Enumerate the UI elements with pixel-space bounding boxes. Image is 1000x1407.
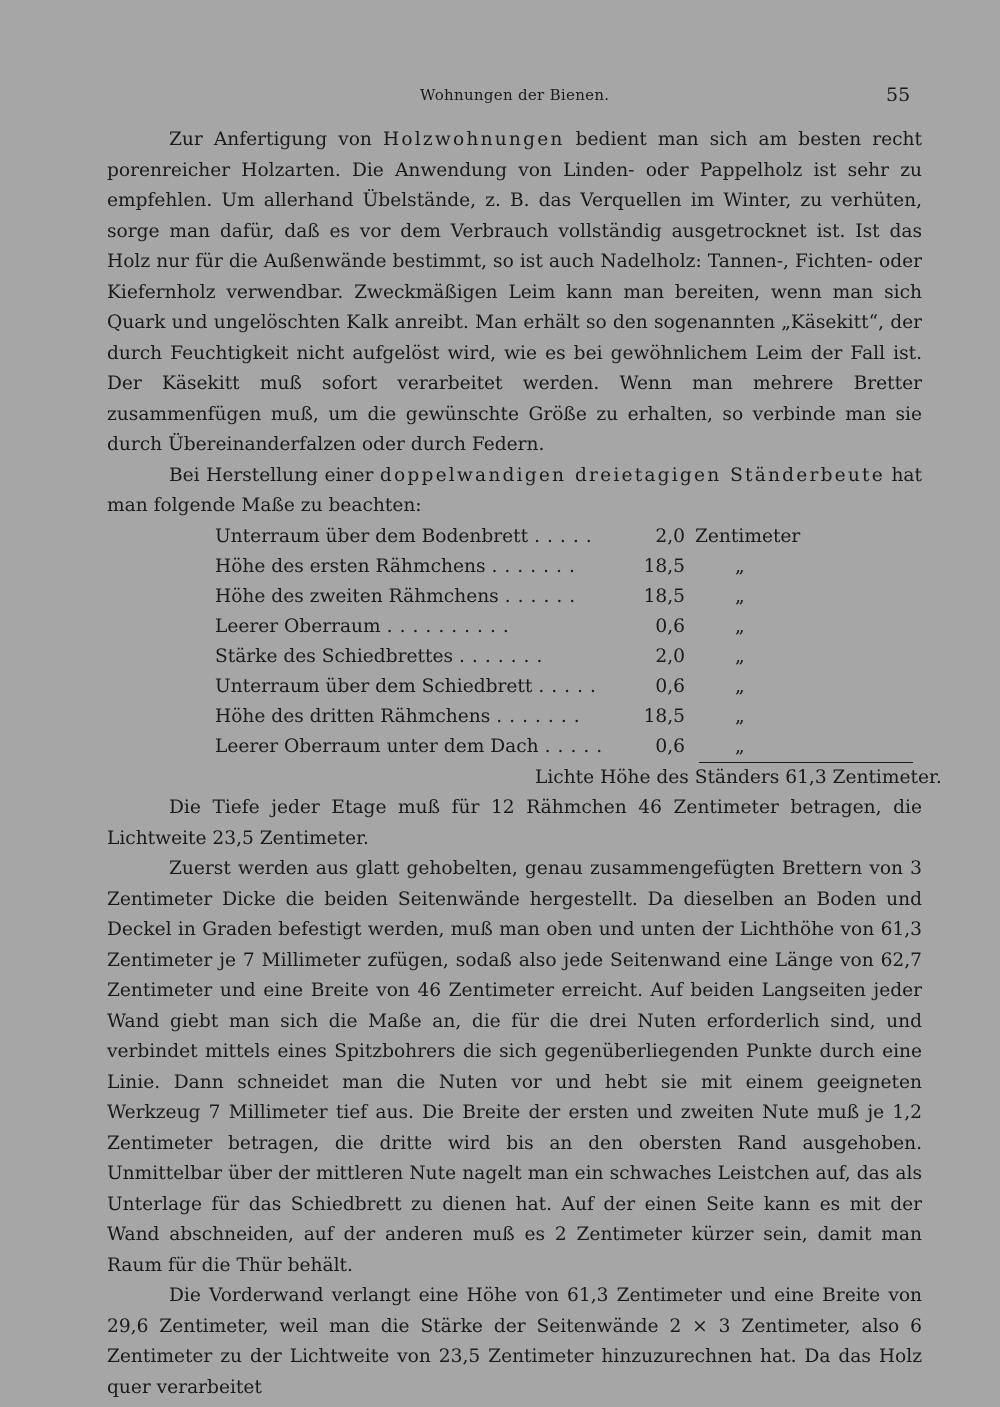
measurement-label: Leerer Oberraum bbox=[215, 615, 381, 637]
measurement-label: Höhe des ersten Rähmchens bbox=[215, 555, 486, 577]
measurement-row bbox=[215, 732, 805, 762]
measurement-row bbox=[215, 582, 805, 612]
measurement-label: Höhe des zweiten Rähmchens bbox=[215, 585, 499, 607]
paragraph-text: bedient man sich am besten recht porenreicher Holzarten. Die Anwendung von Linden- oder Pappelholz ist sehr zu empfehlen. Um allerhand Übelstände, z. B. das Verquellen im Winter, zu verhüten, sorge man dafür, daß es vor dem Verbrauch vollständig ausgetrocknet ist. Ist das Holz nur für die Außenwände bestimmt, so ist auch Nadelholz: Tannen-, Fichten- oder Kiefernholz verwendbar. Zweckmäßigen Leim kann man bereiten, wenn man sich Quark und ungelöschten Kalk anreibt. Man erhält so den sogenannten „Käsekitt“, der durch Feuchtigkeit nicht aufgelöst wird, wie es bei gewöhnlichem Leim der Fall ist. Der Käsekitt muß sofort verarbeitet werden. Wenn man mehrere Bretter zusammenfügen muß, um die gewünschte Größe zu erhalten, so verbinde man sie durch Übereinanderfalzen oder durch Federn. bbox=[107, 129, 922, 455]
measurement-label: Unterraum über dem Schiedbrett bbox=[215, 675, 533, 697]
ditto-mark: „ bbox=[735, 585, 745, 607]
paragraph-text: Bei Herstellung einer bbox=[169, 464, 380, 486]
measurement-row bbox=[215, 702, 805, 732]
measurement-value: 2,0 bbox=[655, 525, 685, 547]
leader-dots: ..... bbox=[534, 525, 599, 547]
leader-dots: ..... bbox=[544, 736, 610, 758]
emphasized-term: doppelwandigen dreietagigen Ständerbeute bbox=[379, 464, 885, 486]
page-number: 55 bbox=[886, 84, 911, 106]
leader-dots: ....... bbox=[491, 555, 582, 577]
paragraph-front-wall: Die Vorderwand verlangt eine Höhe von 61,3 Zentimeter und eine Breite von 29,6 Zentimeter, weil man die Stärke der Seitenwände 2 × 3 Zentimeter, also 6 Zentimeter zu der Lichtweite von 23,5 Zentimeter hinzuzurechnen hat. Da das Holz quer verarbeitet bbox=[107, 1285, 922, 1398]
measurement-row bbox=[215, 642, 805, 672]
leader-dots: .......... bbox=[386, 615, 516, 637]
paragraph-depth: Die Tiefe jeder Etage muß für 12 Rähmchen 46 Zentimeter betragen, die Lichtweite 23,5 Zentimeter. bbox=[107, 797, 922, 849]
measurement-row bbox=[215, 552, 805, 582]
paragraph-wood-hives bbox=[107, 125, 922, 461]
ditto-mark: „ bbox=[735, 706, 745, 728]
measurement-table bbox=[215, 522, 942, 794]
leader-dots: ....... bbox=[496, 706, 587, 728]
measurement-value: 2,0 bbox=[655, 645, 685, 667]
ditto-mark: „ bbox=[735, 615, 745, 637]
ditto-mark: „ bbox=[735, 675, 745, 697]
measurement-value: 0,6 bbox=[655, 675, 685, 697]
measurement-value: 0,6 bbox=[655, 736, 685, 758]
ditto-mark: „ bbox=[735, 555, 745, 577]
measurement-label: Stärke des Schiedbrettes bbox=[215, 645, 453, 667]
ditto-mark: „ bbox=[735, 645, 745, 667]
paragraph-text: hat man folgende Maße zu beachten: bbox=[107, 464, 922, 516]
emphasized-term: Holzwohnungen bbox=[382, 129, 565, 150]
measurement-row bbox=[215, 612, 805, 642]
measurement-label: Unterraum über dem Bodenbrett bbox=[215, 525, 529, 547]
paragraph-side-walls: Zuerst werden aus glatt gehobelten, genau zusammengefügten Brettern von 3 Zentimeter Dicke die beiden Seitenwände hergestellt. Da dieselben an Boden und Deckel in Graden befestigt werden, muß man oben und unten der Lichthöhe von 61,3 Zentimeter je 7 Millimeter zufügen, sodaß also jede Seitenwand eine Länge von 62,7 Zentimeter und eine Breite von 46 Zentimeter erreicht. Auf beiden Langseiten jeder Wand giebt man sich die Maße an, die für die drei Nuten erforderlich sind, und verbindet mittels eines Spitzbohrers die sich gegenüberliegenden Punkte durch eine Linie. Dann schneidet man die Nuten vor und hebt sie mit einem geeigneten Werkzeug 7 Millimeter tief aus. Die Breite der ersten und zweiten Nute muß je 1,2 Zentimeter betragen, die dritte wird bis an den obersten Rand ausgehoben. Unmittelbar über der mittleren Nute nagelt man ein schwaches Leistchen auf, das als Unterlage für das Schiedbrett zu dienen hat. Auf der einen Seite kann es mit der Wand abschneiden, auf der anderen muß es 2 Zentimeter kürzer sein, damit man Raum für die Thür behält. bbox=[107, 858, 922, 1276]
measurement-value: 18,5 bbox=[643, 555, 685, 577]
measurement-row bbox=[215, 522, 805, 552]
measurement-total: Lichte Höhe des Ständers 61,3 Zentimeter. bbox=[535, 767, 942, 789]
body-text bbox=[107, 125, 942, 1403]
ditto-mark: „ bbox=[735, 736, 745, 758]
measurement-value: 18,5 bbox=[643, 585, 685, 607]
paragraph-standing-hive bbox=[107, 461, 922, 522]
measurement-value: 18,5 bbox=[643, 706, 685, 728]
measurement-unit: Zentimeter bbox=[695, 525, 801, 547]
leader-dots: ....... bbox=[459, 645, 550, 667]
measurement-label: Leerer Oberraum unter dem Dach bbox=[215, 736, 539, 758]
page-header bbox=[0, 86, 1000, 110]
running-title: Wohnungen der Bienen. bbox=[420, 86, 610, 104]
measurement-value: 0,6 bbox=[655, 615, 685, 637]
leader-dots: ..... bbox=[538, 675, 603, 697]
measurement-row bbox=[215, 672, 805, 702]
leader-dots: ...... bbox=[504, 585, 583, 607]
paragraph-text: Zur Anfertigung von bbox=[169, 129, 383, 150]
measurement-label: Höhe des dritten Rähmchens bbox=[215, 706, 491, 728]
